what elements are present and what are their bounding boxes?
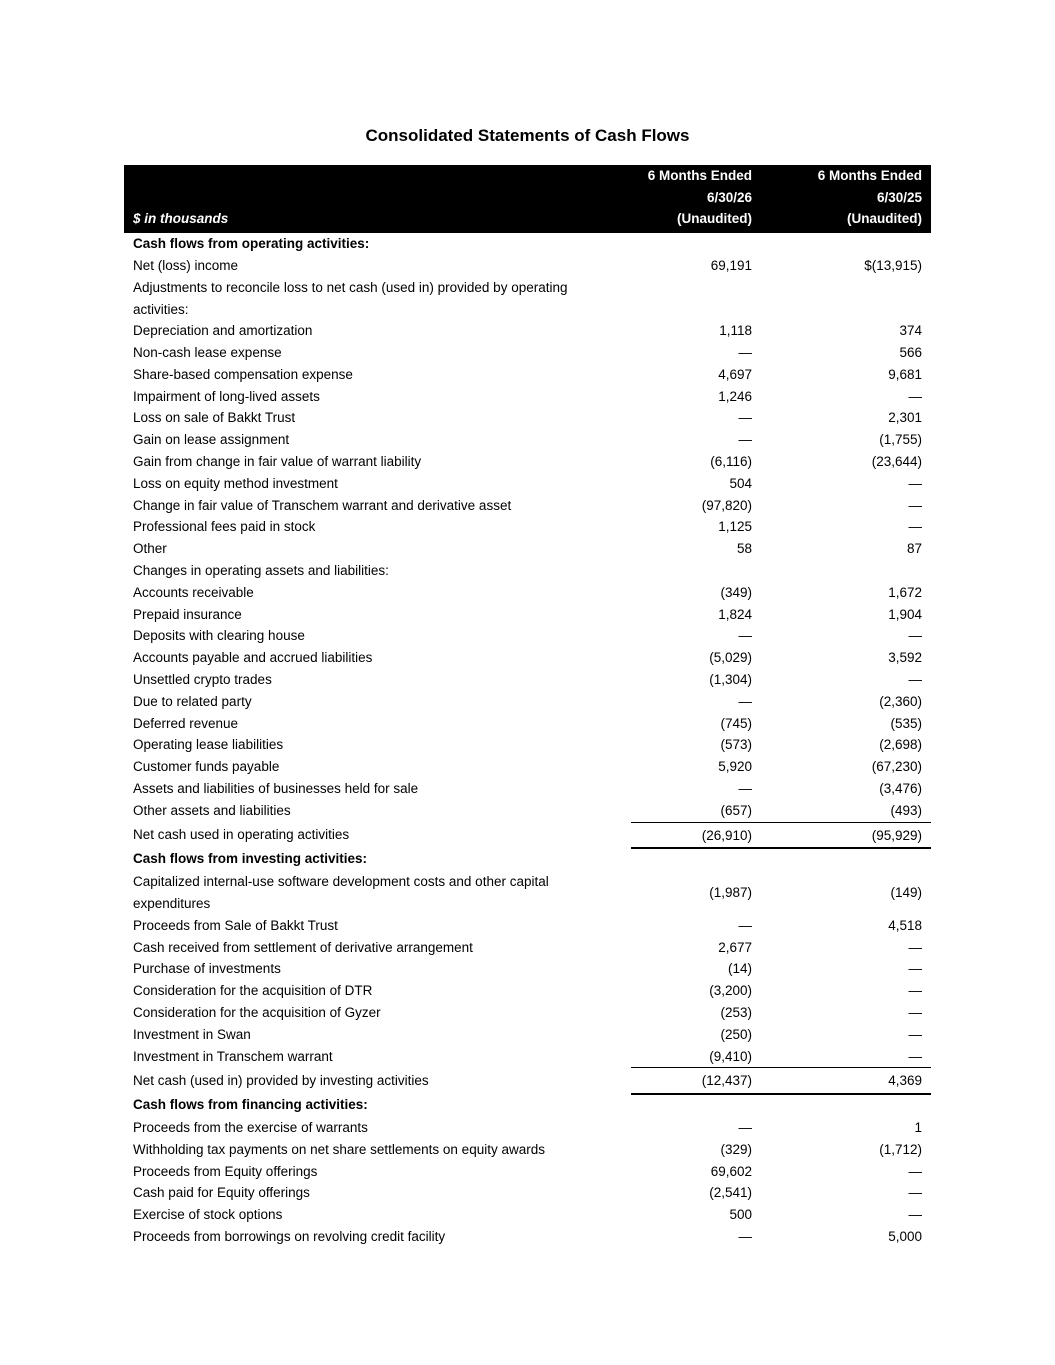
table-row (124, 1117, 931, 1139)
row-value-2025: — (908, 1026, 922, 1042)
row-label: Changes in operating assets and liabilities: (133, 563, 389, 579)
table-row (124, 386, 931, 408)
row-value-2026 (631, 277, 761, 321)
table-row (124, 958, 931, 980)
row-label: Impairment of long-lived assets (133, 388, 320, 404)
row-value-2025: — (908, 628, 922, 644)
row-label: Capitalized internal-use software development costs and other capital expenditures (133, 874, 549, 912)
row-value-2026 (631, 233, 761, 255)
row-value-2026: (657) (720, 802, 752, 818)
table-row (124, 364, 931, 386)
row-value-2026: 4,697 (718, 366, 752, 382)
table-row (124, 604, 931, 626)
row-value-2026: 500 (729, 1207, 752, 1223)
row-label: Net (loss) income (133, 257, 239, 273)
row-value-2025 (761, 233, 931, 255)
row-label: Non-cash lease expense (133, 345, 282, 361)
table-row (124, 320, 931, 342)
row-label: Customer funds payable (133, 759, 280, 775)
row-value-2025: — (908, 388, 922, 404)
total-row (124, 1068, 931, 1094)
row-value-2025: — (908, 1163, 922, 1179)
row-value-2026: — (738, 1228, 752, 1244)
row-value-2026: (9,410) (709, 1048, 752, 1064)
table-row (124, 669, 931, 691)
table-row (124, 937, 931, 959)
row-value-2026 (631, 848, 761, 871)
row-label: Accounts receivable (133, 584, 254, 600)
row-value-2026: 1,125 (718, 519, 752, 535)
header-col-2025-status: (Unaudited) (847, 211, 922, 227)
row-value-2025 (761, 277, 931, 321)
row-value-2026: 69,602 (710, 1163, 752, 1179)
row-value-2025: (2,698) (879, 737, 922, 753)
row-value-2026: (26,910) (631, 822, 761, 848)
row-label: Cash flows from financing activities: (133, 1097, 368, 1113)
table-body (124, 233, 931, 1248)
row-label: Proceeds from borrowings on revolving credit facility (133, 1228, 446, 1244)
row-label: Unsettled crypto trades (133, 672, 272, 688)
row-value-2025: (23,644) (871, 454, 922, 470)
row-value-2026: 1,824 (718, 606, 752, 622)
row-label: Loss on sale of Bakkt Trust (133, 410, 296, 426)
row-label: Cash received from settlement of derivative arrangement (133, 939, 473, 955)
row-label: Accounts payable and accrued liabilities (133, 650, 373, 666)
row-label: Net cash (used in) provided by investing activities (133, 1072, 429, 1088)
row-value-2026: — (738, 781, 752, 797)
table-row (124, 277, 931, 321)
table-row (124, 560, 931, 582)
row-value-2026: (349) (720, 584, 752, 600)
table-row (124, 1204, 931, 1226)
row-value-2026: (97,820) (701, 497, 752, 513)
row-label: Cash flows from operating activities: (133, 236, 370, 252)
header-col-2025-period: 6 Months Ended (817, 168, 922, 183)
row-value-2026 (631, 1094, 761, 1117)
row-value-2025: 3,592 (888, 650, 922, 666)
table-row (124, 407, 931, 429)
table-row (124, 429, 931, 451)
table-row (124, 473, 931, 495)
row-value-2025: (95,929) (761, 822, 931, 848)
row-label: Cash flows from investing activities: (133, 851, 368, 867)
table-row (124, 1002, 931, 1024)
total-row (124, 822, 931, 848)
row-value-2026: (253) (720, 1005, 752, 1020)
section-header-row (124, 848, 931, 871)
row-label: Investment in Swan (133, 1026, 251, 1042)
row-label: Proceeds from Sale of Bakkt Trust (133, 917, 338, 933)
section-header-row (124, 233, 931, 255)
table-row (124, 1161, 931, 1183)
row-label: Assets and liabilities of businesses held for sale (133, 781, 419, 797)
table-row (124, 980, 931, 1002)
table-row (124, 800, 931, 822)
table-row (124, 495, 931, 517)
row-label: Cash paid for Equity offerings (133, 1185, 310, 1201)
table-row (124, 713, 931, 735)
header-col-2026-status: (Unaudited) (677, 211, 752, 227)
row-value-2025: — (908, 1005, 922, 1020)
row-value-2025: — (908, 1185, 922, 1201)
row-value-2025: — (908, 983, 922, 999)
row-label: Other (133, 541, 167, 557)
row-value-2025: — (908, 497, 922, 513)
row-value-2025: (67,230) (871, 759, 922, 775)
row-label: Proceeds from Equity offerings (133, 1163, 318, 1179)
table-row (124, 915, 931, 937)
row-value-2025: — (908, 475, 922, 491)
row-value-2026: (12,437) (631, 1068, 761, 1094)
header-col-2025-date: 6/30/25 (876, 189, 922, 205)
table-row (124, 451, 931, 473)
row-value-2026: 69,191 (710, 257, 752, 273)
cash-flow-table (124, 165, 931, 1248)
table-row (124, 582, 931, 604)
row-value-2026: — (738, 432, 752, 448)
row-value-2026: — (738, 628, 752, 644)
row-label: Gain on lease assignment (133, 432, 290, 448)
row-value-2026: (573) (720, 737, 752, 753)
table-row (124, 625, 931, 647)
row-value-2026: (329) (720, 1141, 752, 1157)
row-value-2025: $(13,915) (864, 257, 922, 273)
table-header-row (124, 165, 931, 233)
table-row (124, 734, 931, 756)
table-row (124, 647, 931, 669)
row-label: Consideration for the acquisition of Gyzer (133, 1005, 381, 1020)
table-row (124, 342, 931, 364)
row-value-2025: 374 (899, 323, 922, 339)
row-label: Exercise of stock options (133, 1207, 283, 1223)
page-title: Consolidated Statements of Cash Flows (365, 126, 690, 145)
row-value-2025: 566 (899, 345, 922, 361)
table-row (124, 1139, 931, 1161)
row-value-2025 (761, 848, 931, 871)
row-value-2025: — (908, 519, 922, 535)
row-label: Adjustments to reconcile loss to net cash (used in) provided by operating activities: (133, 279, 568, 317)
header-units-label: $ in thousands (133, 211, 229, 227)
row-value-2026: — (738, 345, 752, 361)
row-value-2026: (3,200) (709, 983, 752, 999)
row-value-2025: 9,681 (888, 366, 922, 382)
row-label: Gain from change in fair value of warrant liability (133, 454, 422, 470)
row-label: Other assets and liabilities (133, 802, 291, 818)
table-row (124, 255, 931, 277)
row-value-2026: — (738, 693, 752, 709)
row-value-2025: — (908, 672, 922, 688)
row-value-2026: (6,116) (710, 454, 752, 470)
row-value-2026: 58 (736, 541, 752, 557)
row-value-2026: (1,987) (709, 885, 752, 901)
row-label: Deposits with clearing house (133, 628, 305, 644)
row-label: Change in fair value of Transchem warrant and derivative asset (133, 497, 512, 513)
header-col-2026-period: 6 Months Ended (647, 168, 752, 183)
row-label: Professional fees paid in stock (133, 519, 316, 535)
row-value-2025: (2,360) (879, 693, 922, 709)
row-value-2026: (14) (727, 961, 752, 977)
row-value-2025: 1,672 (888, 584, 922, 600)
row-value-2026: (745) (720, 715, 752, 731)
row-value-2025: (535) (890, 715, 922, 731)
row-value-2025: 1,904 (888, 606, 922, 622)
header-col-2026 (631, 165, 761, 233)
row-value-2025 (761, 1094, 931, 1117)
row-label: Depreciation and amortization (133, 323, 313, 339)
row-label: Due to related party (133, 693, 252, 709)
row-value-2026 (631, 560, 761, 582)
row-value-2026: (2,541) (709, 1185, 752, 1201)
row-label: Investment in Transchem warrant (133, 1048, 333, 1064)
row-value-2025: 2,301 (888, 410, 922, 426)
row-label: Share-based compensation expense (133, 366, 353, 382)
table-row (124, 538, 931, 560)
row-value-2026: 1,246 (718, 388, 752, 404)
row-value-2025: — (908, 961, 922, 977)
row-label: Deferred revenue (133, 715, 239, 731)
row-value-2026: (5,029) (709, 650, 752, 666)
row-value-2025: (149) (890, 885, 922, 901)
table-row (124, 1182, 931, 1204)
row-value-2026: — (738, 1119, 752, 1135)
section-header-row (124, 1094, 931, 1117)
row-value-2026: (1,304) (709, 672, 752, 688)
table-row (124, 778, 931, 800)
table-row (124, 516, 931, 538)
row-label: Loss on equity method investment (133, 475, 338, 491)
table-row (124, 691, 931, 713)
row-value-2025: — (908, 1048, 922, 1064)
row-value-2025: (1,755) (879, 432, 922, 448)
row-value-2025 (761, 560, 931, 582)
row-value-2026: 2,677 (718, 939, 752, 955)
row-label: Proceeds from the exercise of warrants (133, 1119, 368, 1135)
row-value-2025: (1,712) (879, 1141, 922, 1157)
row-value-2025: (3,476) (879, 781, 922, 797)
row-value-2025: 4,369 (761, 1068, 931, 1094)
header-col-2025 (761, 165, 931, 233)
row-value-2026: — (738, 917, 752, 933)
row-label: Consideration for the acquisition of DTR (133, 983, 373, 999)
row-value-2025: (493) (890, 802, 922, 818)
row-label: Prepaid insurance (133, 606, 242, 622)
row-value-2026: 1,118 (719, 323, 752, 339)
row-label: Withholding tax payments on net share settlements on equity awards (133, 1141, 545, 1157)
header-col-2026-date: 6/30/26 (706, 189, 752, 205)
table-row (124, 756, 931, 778)
row-value-2025: 1 (914, 1119, 922, 1135)
row-value-2025: — (908, 939, 922, 955)
table-row (124, 1046, 931, 1068)
row-value-2026: 504 (729, 475, 752, 491)
table-row (124, 1226, 931, 1248)
row-value-2026: 5,920 (718, 759, 752, 775)
row-label: Operating lease liabilities (133, 737, 284, 753)
table-row (124, 871, 931, 915)
row-value-2025: — (908, 1207, 922, 1223)
row-value-2026: — (738, 410, 752, 426)
table-row (124, 1024, 931, 1046)
row-value-2025: 5,000 (888, 1228, 922, 1244)
row-label: Purchase of investments (133, 961, 281, 977)
row-value-2025: 4,518 (888, 917, 922, 933)
row-value-2025: 87 (906, 541, 922, 557)
row-value-2026: (250) (720, 1026, 752, 1042)
row-label: Net cash used in operating activities (133, 827, 350, 843)
